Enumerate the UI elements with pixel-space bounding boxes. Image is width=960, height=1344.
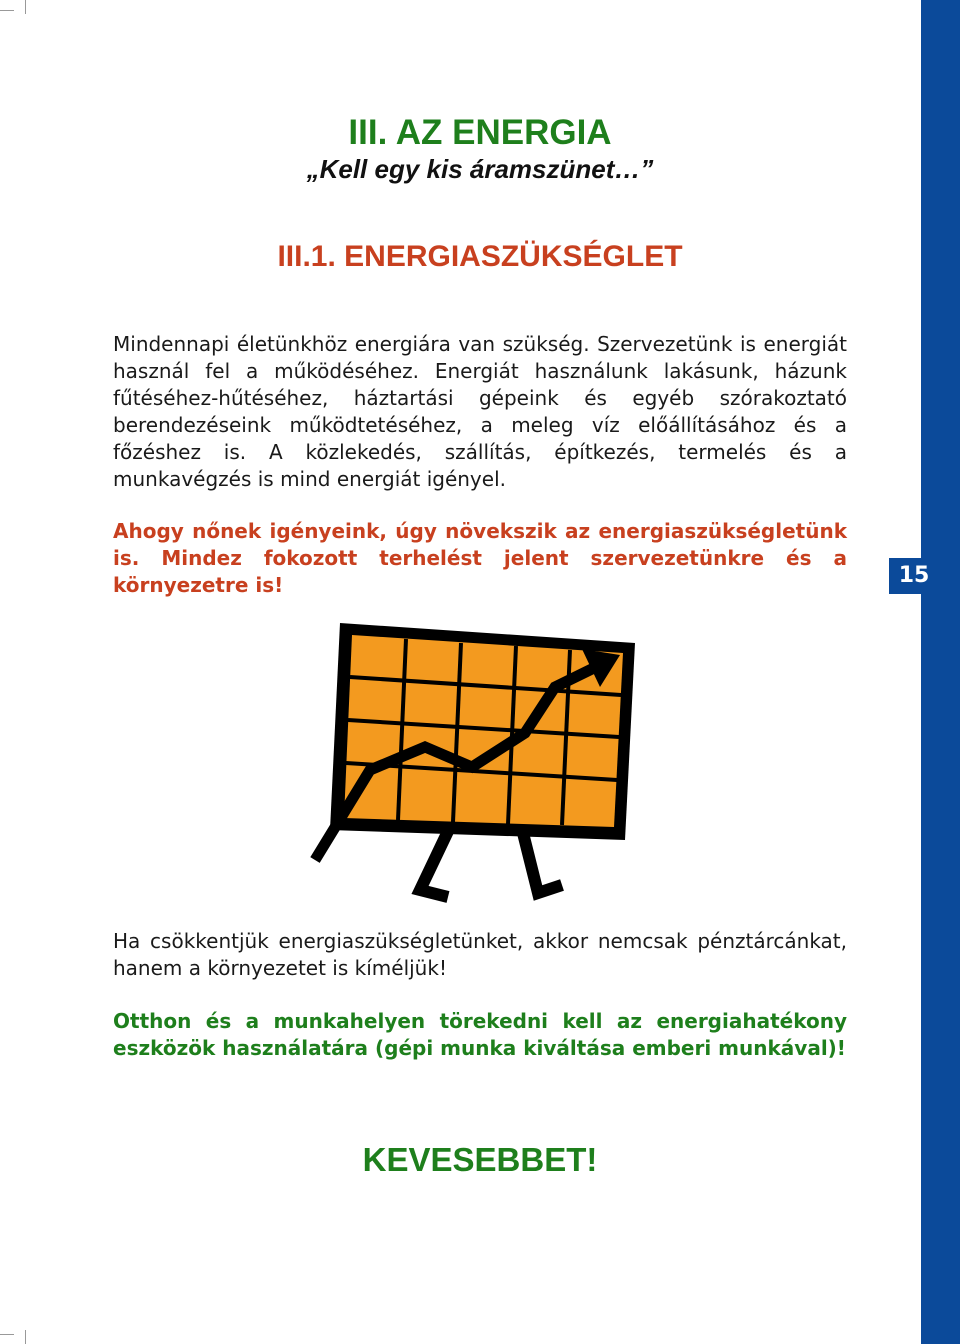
page-number: 15 [889,558,939,594]
highlight-paragraph: Ahogy nőnek igényeink, úgy növekszik az energiaszükségletünk is. Mindez fokozott terhelést jelent szervezetünkre és a környezetre is! [113,519,847,597]
advice-paragraph: Otthon és a munkahelyen törekedni kell az energiahatékony eszközök használatára (gépi munka kiváltása emberi munkával)! [113,1009,847,1060]
closing-slogan: KEVESEBBET! [362,1141,598,1178]
crop-mark [25,1330,26,1344]
chapter-title: III. AZ ENERGIA [348,113,612,152]
crop-mark [0,1334,14,1335]
walking-chart-icon [300,615,660,915]
crop-mark [0,10,14,11]
chapter-subtitle: „Kell egy kis áramszünet…” [306,154,654,184]
crop-mark [25,0,26,14]
chart-panel [344,635,623,827]
right-leg [522,829,562,893]
section-title: III.1. ENERGIASZÜKSÉGLET [277,240,683,273]
left-leg [420,827,450,897]
saving-paragraph: Ha csökkentjük energiaszükségletünket, akkor nemcsak pénztárcánkat, hanem a környezetet is kíméljük! [113,929,847,980]
intro-paragraph: Mindennapi életünkhöz energiára van szükség. Szervezetünk is energiát használ fel a működéséhez. Energiát használunk lakásunk, házunk fűtéséhez-hűtéséhez, háztartási gépeink és egyéb szórakoztató berendezéseink működtetéséhez, a meleg víz előállításához és a főzéshez is. A közlekedés, szállítás, építkezés, termelés és a munkavégzés is mind energiát igényel. [113,332,847,491]
